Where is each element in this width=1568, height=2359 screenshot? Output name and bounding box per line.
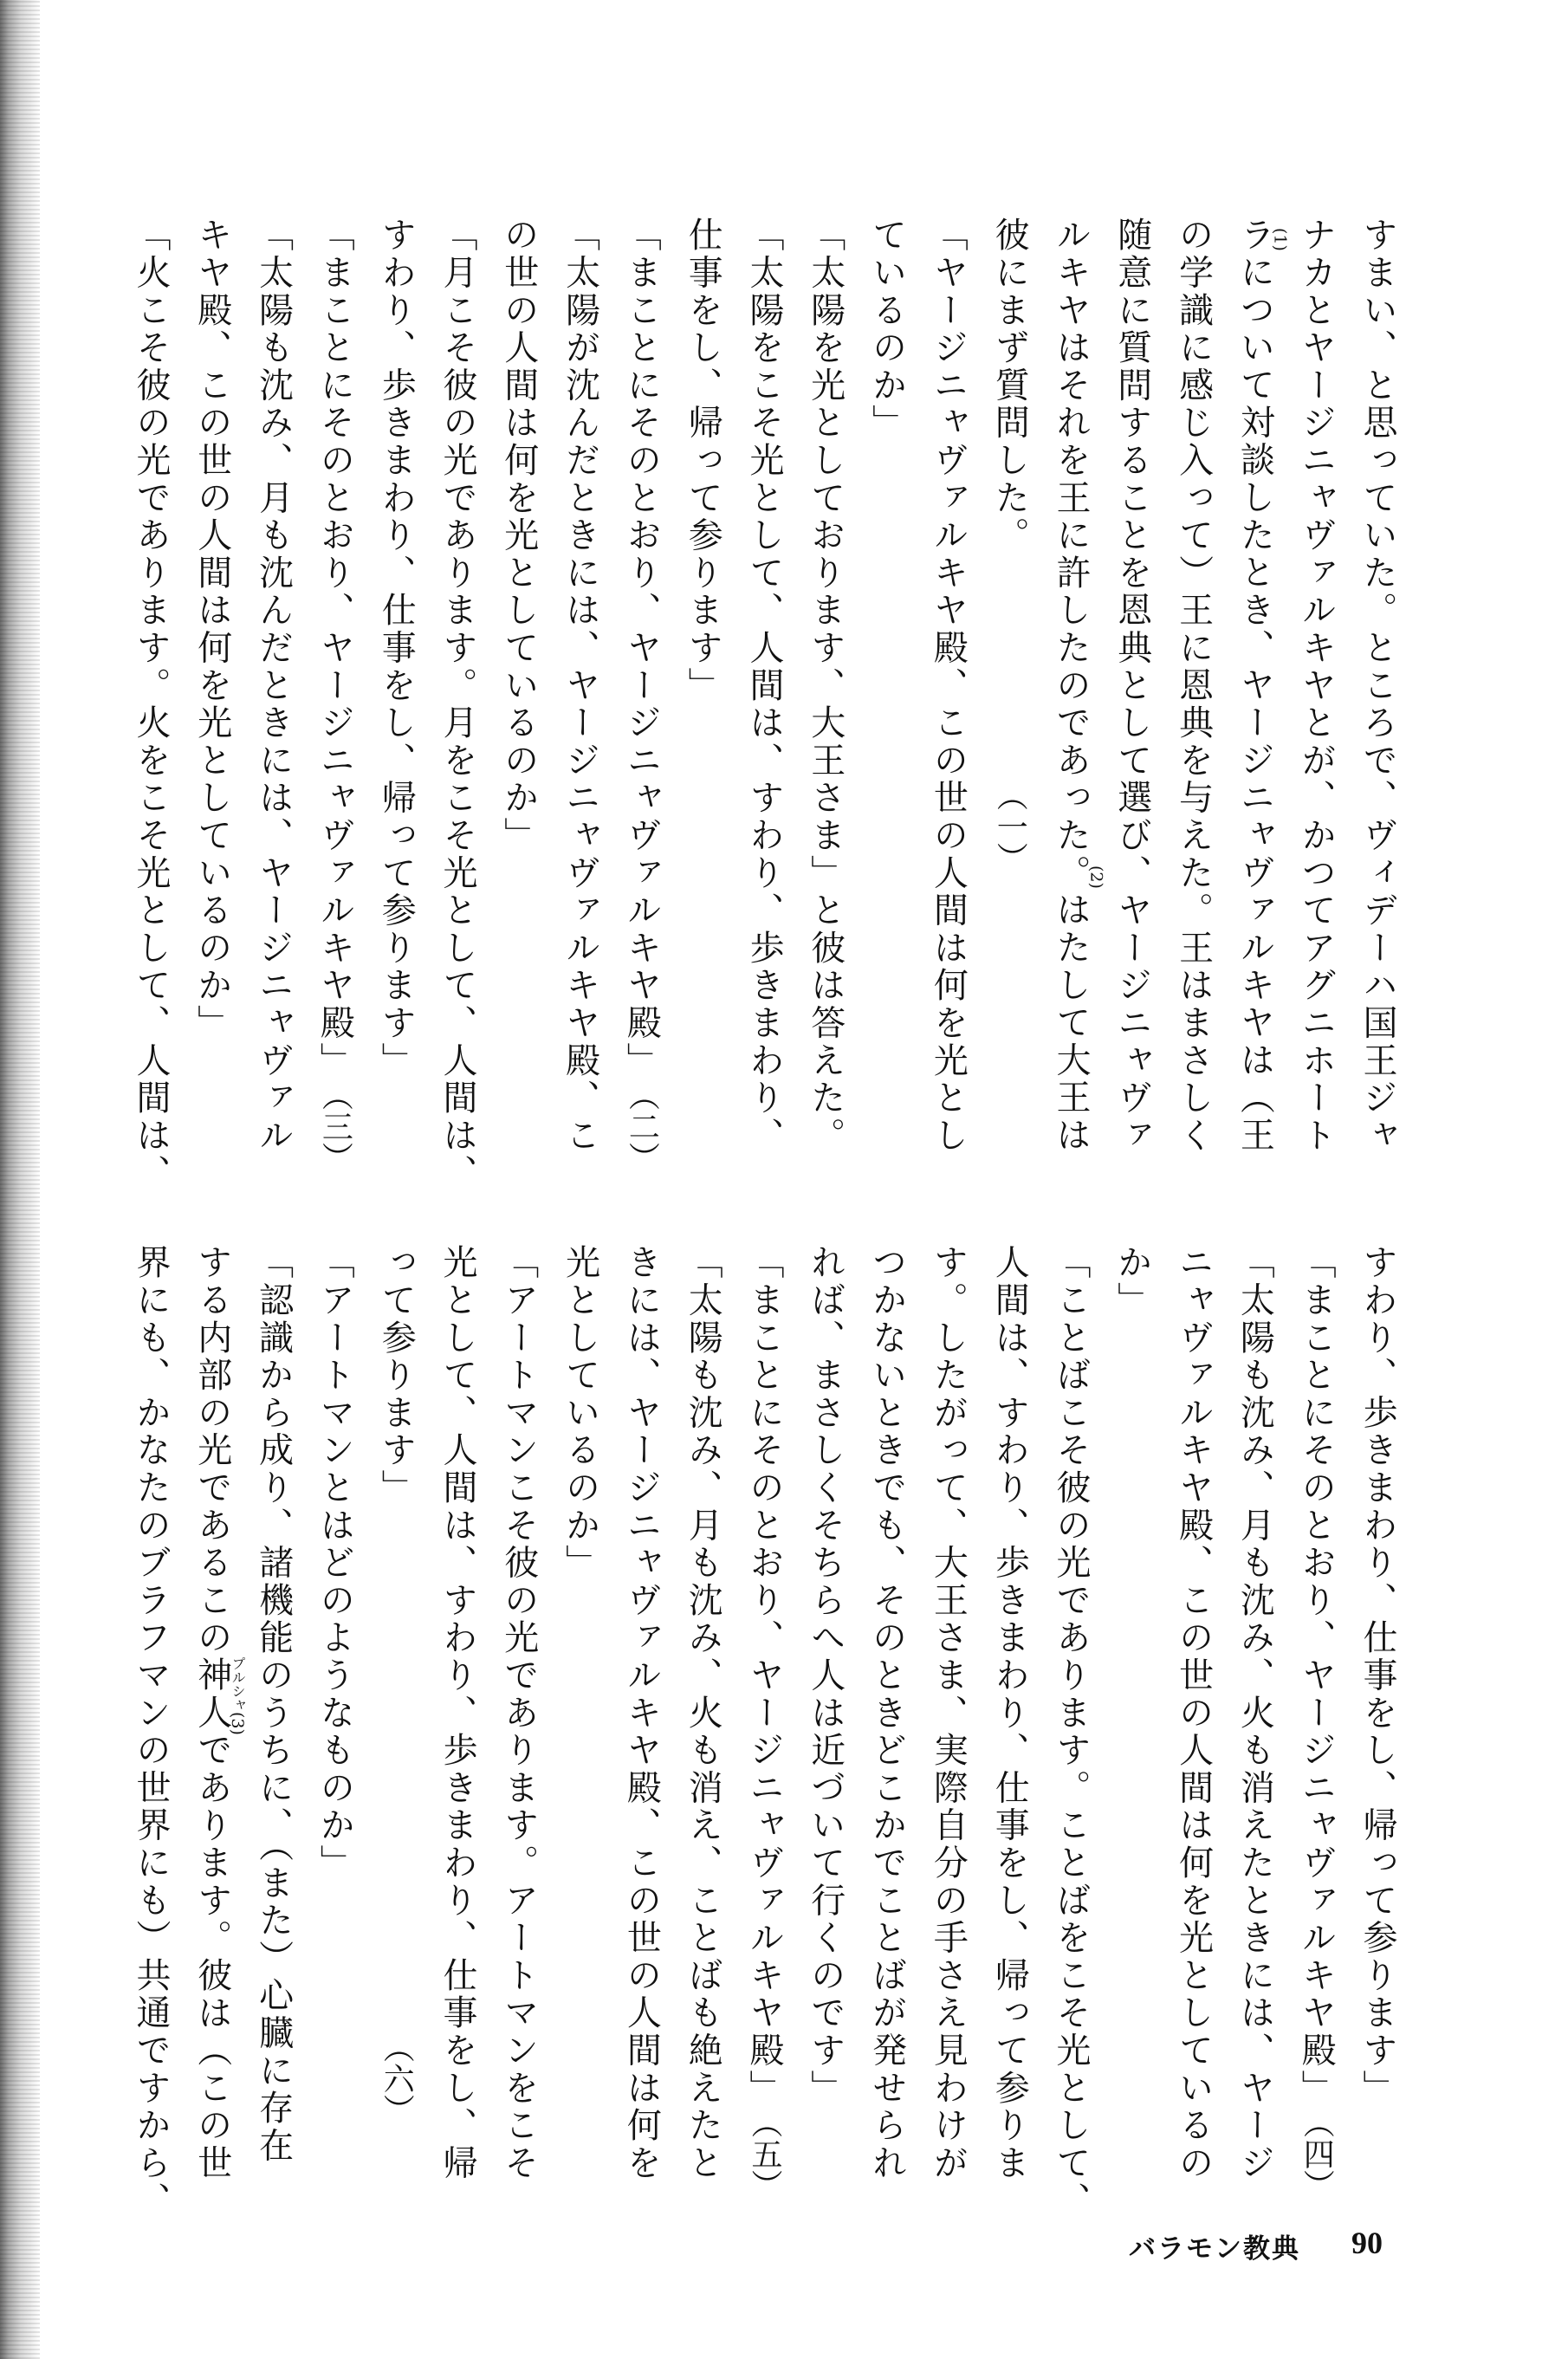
- column-text: [1102, 1244, 1163, 1319]
- text-column: [182, 1244, 248, 2182]
- segment-text: すわり、歩きまわり、仕事をし、帰って参ります」: [376, 217, 417, 1079]
- column-text: [366, 217, 426, 1079]
- text-segment: [683, 217, 722, 704]
- segment-text: 神人: [191, 1656, 232, 1732]
- text-column: [304, 1244, 365, 2180]
- column-text: [243, 217, 304, 1155]
- text-segment: [806, 1244, 846, 2107]
- text-column: [120, 1244, 181, 2220]
- column-text: [1224, 217, 1290, 1155]
- column-text: [1224, 1244, 1285, 2182]
- segment-text: すわり、歩きまわり、仕事をし、帰って参ります」: [1357, 1244, 1397, 2107]
- text-segment: [1051, 891, 1091, 1154]
- upper-text-tier: [0, 217, 1568, 1192]
- column-text: [304, 217, 365, 1079]
- text-segment: [867, 1244, 907, 2182]
- segment-text: ニャヴァルキヤ殿、この世の人間は何を光としているの: [1173, 1244, 1214, 2182]
- segment-text: 「まことにそのとおり、ヤージニャヴァルキヤ殿」: [744, 1244, 784, 2107]
- text-column: [550, 217, 611, 1170]
- column-text: [1347, 1244, 1408, 2107]
- segment-text: 「ヤージニャヴァルキヤ殿、この世の人間は何を光とし: [928, 217, 969, 1155]
- section-number: （四）: [1299, 2106, 1335, 2200]
- segment-text: の世の人間は何を光としているのか」: [498, 217, 539, 855]
- text-column: [795, 217, 856, 1170]
- column-text: [1040, 1244, 1101, 2220]
- text-column: [979, 217, 1040, 1170]
- segment-text: ルキヤはそれを王に許したのであった。: [1051, 217, 1091, 892]
- text-segment: [131, 1244, 171, 2220]
- page-number: 90: [1351, 2226, 1383, 2260]
- column-text: [120, 217, 181, 1192]
- text-segment: [1296, 217, 1336, 1155]
- text-segment: [928, 217, 968, 1155]
- text-column: [1102, 1244, 1163, 2180]
- text-column: [917, 1244, 978, 2180]
- segment-text: れば、まさしくそちらへ人は近づいて行くのです」: [805, 1244, 846, 2107]
- text-column: [672, 217, 733, 1170]
- text-column: [427, 1244, 488, 2180]
- text-column: [427, 217, 488, 1192]
- text-segment: [621, 217, 661, 1079]
- text-column: [1163, 1244, 1224, 2180]
- segment-text: って参ります」: [376, 1244, 417, 1507]
- column-text: [489, 217, 549, 854]
- column-text: [1163, 217, 1224, 1155]
- text-segment: [1051, 1244, 1091, 2220]
- column-text: [979, 217, 1040, 554]
- text-segment: [192, 1244, 232, 1656]
- segment-text: 「アートマンこそ彼の光であります。アートマンをこそ: [498, 1244, 539, 2182]
- column-text: [734, 1244, 794, 2107]
- footnote-mark: (1): [1270, 228, 1290, 252]
- lower-text-tier: [0, 1244, 1568, 2220]
- column-text: [243, 1244, 304, 2165]
- text-segment: [1174, 217, 1214, 1155]
- text-segment: [1357, 1244, 1397, 2107]
- text-column: [1163, 217, 1224, 1170]
- column-text: [672, 1244, 733, 2182]
- column-text: [611, 217, 671, 1079]
- segment-text: 「アートマンとはどのようなものか」: [314, 1244, 355, 1883]
- text-column: [611, 1244, 671, 2180]
- text-segment: [1234, 1244, 1274, 2182]
- text-segment: [192, 1732, 232, 2182]
- text-segment: [1112, 217, 1152, 1155]
- text-column: [857, 217, 917, 1170]
- section-number: （三）: [317, 1079, 353, 1173]
- column-text: [979, 1244, 1040, 2182]
- column-text: [857, 217, 917, 442]
- column-text: [550, 1244, 611, 1582]
- segment-text: 「太陽をこそ光として、人間は、すわり、歩きまわり、: [744, 217, 784, 1155]
- segment-text: つかないときでも、そのときどこかでことばが発せられ: [866, 1244, 907, 2182]
- text-segment: [806, 217, 846, 1155]
- column-text: [182, 1244, 248, 2182]
- text-segment: [1174, 1244, 1214, 2182]
- text-column: [1347, 217, 1408, 1170]
- segment-text: 「まことにそのとおり、ヤージニャヴァルキヤ殿」: [621, 217, 662, 1079]
- text-column: [182, 217, 243, 1170]
- column-text: [120, 1244, 181, 2220]
- column-text: [550, 217, 611, 1155]
- text-column: [1040, 1244, 1101, 2220]
- text-column: [1224, 1244, 1285, 2180]
- text-segment: [437, 1244, 477, 2182]
- text-segment: [989, 217, 1029, 554]
- column-text: [795, 1244, 856, 2107]
- text-column: [489, 1244, 549, 2180]
- section-number: （二）: [624, 1079, 660, 1173]
- text-column: [1102, 217, 1163, 1170]
- column-text: [427, 217, 488, 1192]
- segment-text: すまい、と思っていた。ところで、ヴィデーハ国王ジャ: [1357, 217, 1397, 1155]
- column-text: [795, 217, 856, 1155]
- text-segment: [621, 1244, 661, 2182]
- segment-text: 「ことばこそ彼の光であります。ことばをこそ光として、: [1051, 1244, 1091, 2220]
- text-segment: [376, 217, 416, 1079]
- segment-text: 光としているのか」: [560, 1244, 600, 1582]
- text-segment: [314, 1244, 354, 1882]
- running-footer-title: バラモン教典: [1129, 2233, 1300, 2265]
- text-column: [550, 1244, 611, 2180]
- column-text: [1286, 217, 1346, 1155]
- section-number: （一）: [992, 779, 1028, 873]
- segment-text: 随意に質問することを恩典として選び、ヤージニャヴァ: [1111, 217, 1152, 1155]
- text-segment: [1051, 217, 1106, 892]
- column-text: [917, 217, 978, 1155]
- text-segment: [499, 217, 539, 854]
- text-segment: [928, 1244, 968, 2182]
- text-column: [1224, 217, 1290, 1170]
- text-segment: [867, 217, 907, 442]
- text-column: [734, 217, 794, 1170]
- column-text: [489, 1244, 549, 2182]
- segment-text: キヤ殿、この世の人間は何を光としているのか」: [191, 217, 232, 1042]
- column-text: [304, 1244, 365, 1882]
- segment-text: ナカとヤージニャヴァルキヤとが、かつてアグニホート: [1296, 217, 1337, 1155]
- segment-text: す。したがって、大王さま、実際自分の手さえ見わけが: [928, 1244, 969, 2182]
- text-segment: [989, 1244, 1029, 2182]
- segment-text: 「認識から成り、諸機能のうちに、（また）心臓に存在: [253, 1244, 294, 2165]
- column-text: [366, 1244, 426, 1507]
- text-segment: [314, 217, 354, 1079]
- segment-text: 「太陽も沈み、月も沈み、火も消え、ことばも絶えたと: [683, 1244, 723, 2182]
- text-segment: [1296, 1244, 1336, 2107]
- segment-text: ているのか」: [866, 217, 907, 442]
- text-segment: [192, 217, 232, 1042]
- segment-text: 「太陽を光としております、大王さま」と彼は答えた。: [805, 217, 846, 1155]
- text-segment: [1112, 1244, 1152, 1319]
- text-segment: [376, 1244, 416, 1507]
- column-text: [182, 217, 243, 1042]
- segment-text: 「太陽も沈み、月も沈み、火も消えたときには、ヤージ: [1234, 1244, 1275, 2182]
- segment-text: 「太陽も沈み、月も沈んだときには、ヤージニャヴァル: [253, 217, 294, 1155]
- text-segment: [560, 1244, 600, 1582]
- segment-text: 「太陽が沈んだときには、ヤージニャヴァルキヤ殿、こ: [560, 217, 600, 1155]
- text-column: [366, 1244, 426, 2180]
- text-column: [857, 1244, 917, 2180]
- segment-text: について対談したとき、ヤージニャヴァルキヤは（王: [1234, 254, 1275, 1155]
- text-column: [917, 217, 978, 1170]
- text-segment: [1234, 254, 1274, 1154]
- segment-text: ラ: [1234, 217, 1275, 255]
- segment-text: きには、ヤージニャヴァルキヤ殿、この世の人間は何を: [621, 1244, 662, 2182]
- text-segment: [744, 217, 784, 1155]
- segment-text: 仕事をし、帰って参ります」: [683, 217, 723, 704]
- text-segment: [499, 1244, 539, 2182]
- text-segment: [191, 1656, 248, 1736]
- text-segment: [1357, 217, 1397, 1155]
- text-column: [611, 217, 671, 1173]
- segment-text: する内部の光であるこの: [191, 1244, 232, 1657]
- column-text: [917, 1244, 978, 2182]
- text-column: [1040, 217, 1106, 1170]
- segment-text: か」: [1111, 1244, 1152, 1319]
- text-column: [672, 1244, 733, 2180]
- footnote-mark: (2): [1086, 865, 1106, 890]
- text-segment: [254, 217, 294, 1155]
- segment-text: であります。彼は（この世: [191, 1731, 232, 2182]
- segment-text: 光として、人間は、すわり、歩きまわり、仕事をし、帰: [437, 1244, 477, 2182]
- text-column: [366, 217, 426, 1170]
- text-column: [489, 217, 549, 1170]
- ruby-text: プルシャ: [230, 1656, 247, 1713]
- text-segment: [560, 217, 600, 1155]
- segment-text: の学識に感じ入って）王に恩典を与えた。王はまさしく: [1173, 217, 1214, 1155]
- column-text: [672, 217, 733, 704]
- footnote-mark: (3): [228, 1712, 248, 1736]
- text-column: [1347, 1244, 1408, 2180]
- text-segment: [1234, 217, 1290, 255]
- segment-text: 界にも、かなたのブラフマンの世界にも）共通ですから、: [131, 1244, 171, 2220]
- column-text: [427, 1244, 488, 2182]
- segment-text: 「火こそ彼の光であります。火をこそ光として、人間は、: [131, 217, 171, 1192]
- text-column: [979, 1244, 1040, 2180]
- segment-text: 「まことにそのとおり、ヤージニャヴァルキヤ殿」: [1296, 1244, 1337, 2107]
- segment-text: 彼にまず質問した。: [989, 217, 1030, 554]
- text-column: [795, 1244, 856, 2180]
- ruby-reading: [229, 1656, 246, 1735]
- segment-text: 「まことにそのとおり、ヤージニャヴァルキヤ殿」: [314, 217, 355, 1079]
- text-segment: [683, 1244, 722, 2182]
- segment-text: はたして大王は: [1051, 891, 1091, 1155]
- column-text: [1040, 217, 1106, 1155]
- text-column: [1286, 1244, 1346, 2200]
- segment-text: 人間は、すわり、歩きまわり、仕事をし、帰って参りま: [989, 1244, 1030, 2182]
- text-column: [120, 217, 181, 1192]
- text-column: [1286, 217, 1346, 1170]
- column-text: [1163, 1244, 1224, 2182]
- column-text: [734, 217, 794, 1155]
- text-column: [304, 217, 365, 1173]
- text-column: [734, 1244, 794, 2200]
- section-number: （五）: [747, 2106, 782, 2200]
- column-text: [857, 1244, 917, 2182]
- segment-text: 「月こそ彼の光であります。月をこそ光として、人間は、: [437, 217, 477, 1192]
- text-segment: [254, 1244, 294, 2165]
- text-segment: [744, 1244, 784, 2107]
- text-column: [243, 217, 304, 1170]
- text-segment: [437, 217, 477, 1192]
- column-text: [1102, 217, 1163, 1155]
- section-number: （六）: [379, 2032, 415, 2126]
- column-text: [1286, 1244, 1346, 2107]
- column-text: [1347, 217, 1408, 1155]
- text-segment: [131, 217, 171, 1192]
- column-text: [611, 1244, 671, 2182]
- text-column: [243, 1244, 304, 2180]
